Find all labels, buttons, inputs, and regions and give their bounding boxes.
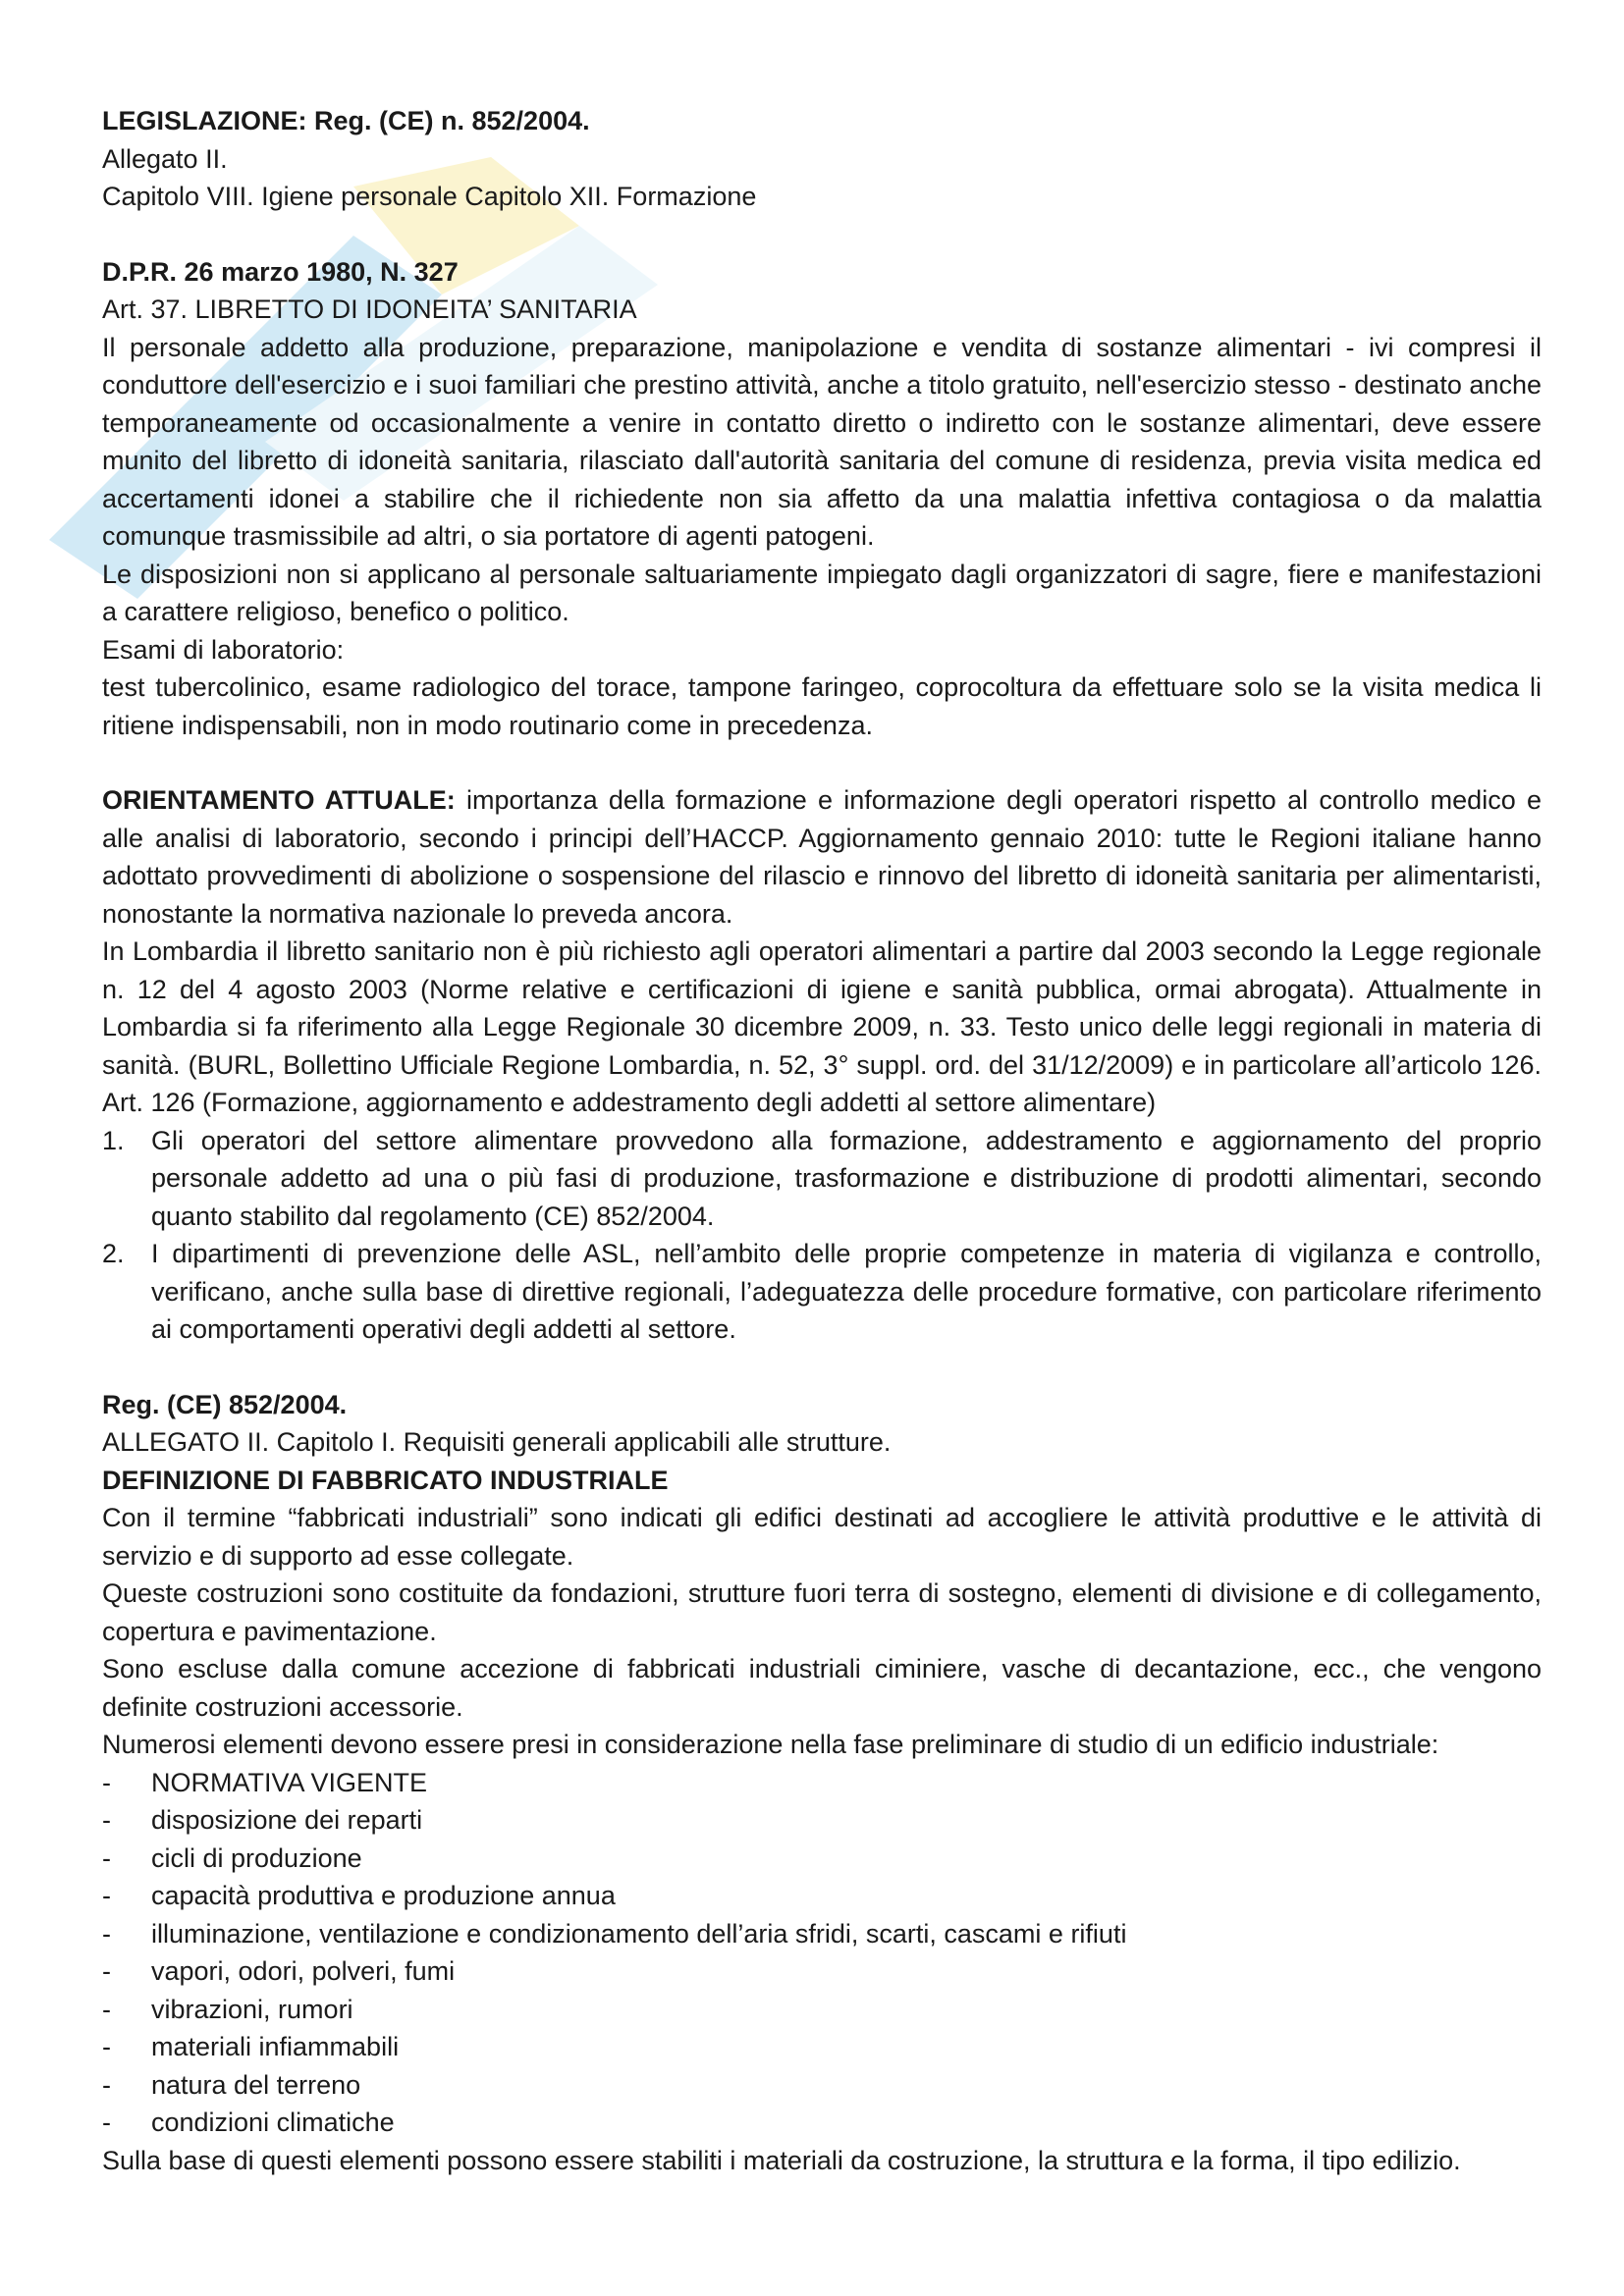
list-item-text: condizioni climatiche [151, 2108, 395, 2137]
list-item-text: vibrazioni, rumori [151, 1994, 353, 2024]
paragraph-conclusione: Sulla base di questi elementi possono essere stabiliti i materiali da costruzione, la struttura e la forma, il tipo edilizio. [102, 2145, 1461, 2175]
allegato-line: Allegato II. [102, 143, 228, 174]
list-number: 1. [102, 1125, 125, 1155]
paragraph-personale: Il personale addetto alla produzione, preparazione, manipolazione e vendita di sostanze alimentari - ivi compresi il conduttore dell'esercizio e i suoi familiari che prestino attività, anche a titolo gratuito, nell'esercizio stesso - destinato anche temporaneamente od occasionalmente a venire in contatto diretto o indiretto con le sostanze alimentari, deve essere munito del libretto di idoneità sanitaria, rilasciato dall'autorità sanitaria del comune di residenza, previa visita medica ed accertamenti idonei a stabilire che il richiedente non sia affetto da una malattia infettiva contagiosa o da malattia comunque trasmissibile ad altri, o sia portatore di agenti patogeni. [102, 332, 1542, 551]
dash-bullet: - [102, 1881, 111, 1910]
document-page [102, 102, 1542, 2179]
numbered-list [102, 1122, 1542, 1349]
list-item-text: disposizione dei reparti [151, 1805, 423, 1835]
list-item-text: NORMATIVA VIGENTE [151, 1767, 428, 1797]
dash-bullet: - [102, 1994, 111, 2024]
paragraph-escluse: Sono escluse dalla comune accezione di fabbricati industriali ciminiere, vasche di decantazione, ecc., che vengono definite costruzioni accessorie. [102, 1654, 1542, 1722]
list-item-text: cicli di produzione [151, 1842, 362, 1873]
dash-bullet: - [102, 2108, 111, 2137]
orientamento-text: importanza della formazione e informazione degli operatori rispetto al controllo medico e alle analisi di laboratorio, secondo i principi dell’HACCP. Aggiornamento gennaio 2010: tutte le Regioni italiane hanno adottato provvedimenti di abolizione o sospensione del rilascio e rinnovo del libretto di idoneità sanitaria per alimentaristi, nonostante la normativa nazionale lo preveda ancora. [102, 785, 1542, 929]
dash-bullet: - [102, 1918, 111, 1949]
orientamento-label: ORIENTAMENTO ATTUALE: [102, 785, 456, 815]
legislation-heading: LEGISLAZIONE: Reg. (CE) n. 852/2004. [102, 106, 590, 135]
paragraph-disposizioni: Le disposizioni non si applicano al personale saltuariamente impiegato dagli organizzatori di sagre, fiere e manifestazioni a carattere religioso, benefico o politico. [102, 559, 1542, 626]
list-item [102, 1235, 1542, 1349]
spacer [102, 216, 1542, 253]
list-item-text: materiali infiammabili [151, 2032, 400, 2061]
list-item [102, 2028, 1542, 2066]
list-item [102, 2066, 1542, 2105]
paragraph-lombardia: In Lombardia il libretto sanitario non è più richiesto agli operatori alimentari a partire dal 2003 secondo la Legge regionale n. 12 del 4 agosto 2003 (Norme relative e certificazioni di igiene e sanità pubblica, ormai abrogata). Attualmente in Lombardia si fa riferimento alla Legge Regionale 30 dicembre 2009, n. 33. Testo unico delle leggi regionali in materia di sanità. (BURL, Bollettino Ufficiale Regione Lombardia, n. 52, 3° suppl. ord. del 31/12/2009) e in particolare all’articolo 126. Art. 126 (Formazione, aggiornamento e addestramento degli addetti al settore alimentare) [102, 936, 1542, 1117]
dash-bullet: - [102, 1956, 111, 1986]
dash-bullet: - [102, 2032, 111, 2061]
list-item-text: I dipartimenti di prevenzione delle ASL, nell’ambito delle proprie competenze in materia di vigilanza e controllo, verificano, anche sulla base di direttive regionali, l’adeguatezza delle procedure formative, con particolare riferimento ai comportamenti operativi degli addetti al settore. [151, 1239, 1542, 1344]
list-item [102, 1952, 1542, 1991]
list-item-text: illuminazione, ventilazione e condizionamento dell’aria sfridi, scarti, cascami e rifiuti [151, 1918, 1127, 1949]
paragraph-orientamento [102, 781, 1542, 933]
list-item [102, 1122, 1542, 1236]
art37-title: Art. 37. LIBRETTO DI IDONEITA’ SANITARIA [102, 294, 637, 324]
allegato-capitolo-line: ALLEGATO II. Capitolo I. Requisiti generali applicabili alle strutture. [102, 1427, 892, 1457]
paragraph-esami: test tubercolinico, esame radiologico del torace, tampone faringeo, coprocoltura da effettuare solo se la visita medica li ritiene indispensabili, non in modo routinario come in precedenza. [102, 672, 1542, 740]
list-item [102, 1764, 1542, 1802]
dash-bullet: - [102, 2069, 111, 2100]
spacer [102, 1349, 1542, 1386]
list-item [102, 2104, 1542, 2142]
list-item [102, 1991, 1542, 2029]
esami-label: Esami di laboratorio: [102, 634, 345, 665]
capitolo-line: Capitolo VIII. Igiene personale Capitolo XII. Formazione [102, 182, 757, 211]
definizione-heading: DEFINIZIONE DI FABBRICATO INDUSTRIALE [102, 1465, 669, 1495]
paragraph-elementi: Numerosi elementi devono essere presi in considerazione nella fase preliminare di studio di un edificio industriale: [102, 1730, 1439, 1759]
spacer [102, 744, 1542, 781]
paragraph-costruzioni: Queste costruzioni sono costituite da fondazioni, strutture fuori terra di sostegno, elementi di divisione e di collegamento, copertura e pavimentazione. [102, 1578, 1542, 1646]
list-item [102, 1840, 1542, 1878]
list-item [102, 1915, 1542, 1953]
list-item-text: capacità produttiva e produzione annua [151, 1881, 616, 1910]
list-item-text: Gli operatori del settore alimentare provvedono alla formazione, addestramento e aggiornamento del proprio personale addetto ad una o più fasi di produzione, trasformazione e distribuzione di prodotti alimentari, secondo quanto stabilito dal regolamento (CE) 852/2004. [151, 1125, 1542, 1231]
list-number: 2. [102, 1239, 125, 1268]
paragraph-fabbricati: Con il termine “fabbricati industriali” sono indicati gli edifici destinati ad accogliere le attività produttive e le attività di servizio e di supporto ad esse collegate. [102, 1503, 1542, 1571]
dash-bullet: - [102, 1842, 111, 1873]
list-item-text: vapori, odori, polveri, fumi [151, 1956, 456, 1986]
dash-list [102, 1764, 1542, 2142]
dpr-heading: D.P.R. 26 marzo 1980, N. 327 [102, 256, 459, 287]
list-item [102, 1877, 1542, 1915]
dash-bullet: - [102, 1767, 111, 1797]
list-item [102, 1801, 1542, 1840]
dash-bullet: - [102, 1805, 111, 1835]
list-item-text: natura del terreno [151, 2069, 361, 2100]
reg-heading: Reg. (CE) 852/2004. [102, 1389, 348, 1419]
